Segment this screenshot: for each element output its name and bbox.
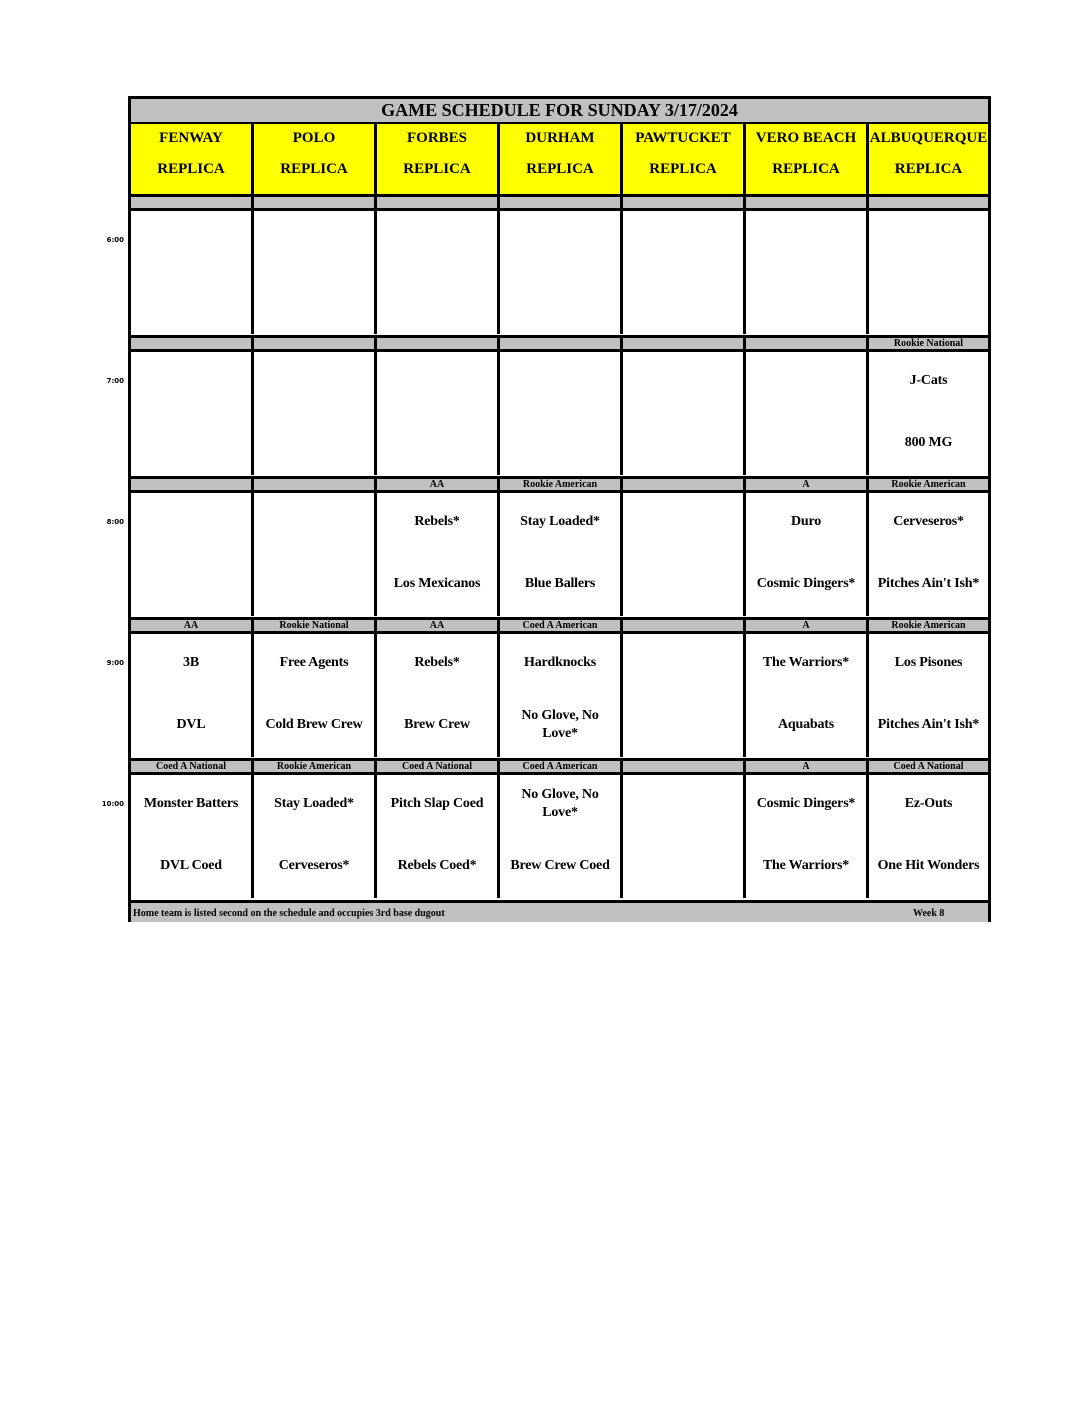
division-label: Coed A National (377, 761, 500, 772)
game-cell (500, 775, 623, 898)
away-team: Cerveseros* (893, 514, 964, 529)
time-label: 9:00 (106, 659, 124, 667)
field-header (131, 124, 254, 194)
division-label: Rookie American (254, 761, 377, 772)
division-label (623, 338, 746, 349)
field-header (500, 124, 623, 194)
home-team (502, 283, 618, 321)
division-label: A (746, 479, 869, 490)
game-cell (500, 352, 623, 475)
away-team: No Glove, No Love* (521, 787, 599, 820)
game-cell (869, 211, 988, 334)
away-team (871, 221, 986, 259)
home-team (256, 565, 372, 603)
field-header (623, 124, 746, 194)
time-label: 10:00 (101, 800, 124, 808)
field-subtitle: REPLICA (894, 161, 963, 177)
away-team: Hardknocks (524, 655, 596, 670)
away-team (502, 221, 618, 259)
game-cell (131, 634, 254, 757)
game-cell (377, 352, 500, 475)
division-label (377, 338, 500, 349)
game-row (131, 775, 988, 898)
time-label: 6:00 (106, 236, 124, 244)
game-row (131, 634, 988, 757)
game-cell (746, 352, 869, 475)
game-cell (623, 775, 746, 898)
game-cell (254, 634, 377, 757)
field-subtitle: REPLICA (649, 161, 717, 177)
home-team (625, 847, 741, 885)
division-label (500, 197, 623, 208)
away-team (133, 221, 249, 259)
away-team (133, 362, 249, 400)
division-label (623, 479, 746, 490)
division-label (500, 338, 623, 349)
home-team: The Warriors* (762, 858, 850, 873)
home-team: Aquabats (778, 717, 834, 732)
away-team (379, 221, 495, 259)
home-team: Cold Brew Crew (265, 717, 363, 732)
game-cell (746, 775, 869, 898)
away-team: The Warriors* (762, 655, 850, 670)
field-subtitle: REPLICA (772, 161, 840, 177)
division-label (623, 761, 746, 772)
home-team (748, 283, 864, 321)
home-team (256, 283, 372, 321)
away-team: Rebels* (414, 655, 460, 670)
home-team: No Glove, No Love* (521, 708, 599, 741)
division-label: Coed A National (893, 761, 964, 772)
game-cell (623, 352, 746, 475)
game-cell (623, 211, 746, 334)
division-label (623, 620, 746, 631)
division-label (254, 197, 377, 208)
home-team: Blue Ballers (524, 576, 596, 591)
division-label: Rookie National (893, 338, 964, 349)
away-team: Los Pisones (894, 655, 963, 670)
division-label (131, 338, 254, 349)
game-cell (131, 211, 254, 334)
away-team (256, 503, 372, 541)
away-team (625, 644, 741, 682)
time-label: 8:00 (106, 518, 124, 526)
division-label: Rookie American (891, 479, 966, 490)
division-row (131, 335, 988, 352)
division-label (254, 479, 377, 490)
home-team (502, 424, 618, 462)
division-label: Rookie National (254, 620, 377, 631)
division-label (131, 479, 254, 490)
field-subtitle: REPLICA (526, 161, 594, 177)
away-team (256, 221, 372, 259)
field-header (377, 124, 500, 194)
game-cell (869, 493, 988, 616)
away-team (256, 362, 372, 400)
away-team: Rebels* (414, 514, 460, 529)
game-cell (500, 634, 623, 757)
home-team: One Hit Wonders (877, 858, 980, 873)
division-label (131, 197, 254, 208)
schedule-title: GAME SCHEDULE FOR SUNDAY 3/17/2024 (131, 99, 988, 124)
field-name: POLO (292, 130, 336, 146)
home-team (748, 424, 864, 462)
away-team: Duro (790, 514, 822, 529)
field-header (254, 124, 377, 194)
away-team (748, 221, 864, 259)
home-team (379, 283, 495, 321)
division-label: Rookie American (891, 620, 966, 631)
away-team (748, 362, 864, 400)
schedule-table (128, 96, 991, 922)
home-team: Brew Crew (404, 717, 470, 732)
home-team: Cerveseros* (278, 858, 350, 873)
game-cell (377, 775, 500, 898)
game-cell (377, 211, 500, 334)
home-team: Pitches Ain't Ish* (877, 576, 980, 591)
home-team (625, 283, 741, 321)
game-cell (131, 352, 254, 475)
division-label: AA (377, 479, 500, 490)
home-team (133, 424, 249, 462)
game-cell (377, 634, 500, 757)
game-cell (131, 775, 254, 898)
game-cell (623, 634, 746, 757)
field-name: ALBUQUERQUE (869, 130, 988, 146)
game-cell (131, 493, 254, 616)
game-cell (254, 352, 377, 475)
home-team: DVL Coed (160, 858, 222, 873)
away-team: Cosmic Dingers* (756, 796, 856, 811)
time-label: 7:00 (106, 377, 124, 385)
home-team: 800 MG (904, 435, 953, 450)
home-team: DVL (176, 717, 206, 732)
division-label (746, 197, 869, 208)
home-team: Pitches Ain't Ish* (877, 717, 980, 732)
game-cell (254, 493, 377, 616)
away-team: Ez-Outs (904, 796, 953, 811)
game-cell (869, 352, 988, 475)
division-label: AA (131, 620, 254, 631)
division-label (254, 338, 377, 349)
away-team (133, 503, 249, 541)
division-label: Rookie American (500, 479, 623, 490)
division-label (377, 197, 500, 208)
division-label: AA (377, 620, 500, 631)
field-header-row (131, 124, 988, 194)
away-team: Free Agents (279, 655, 349, 670)
division-row (131, 758, 988, 775)
field-subtitle: REPLICA (403, 161, 471, 177)
home-team (625, 706, 741, 744)
home-team: Los Mexicanos (393, 576, 481, 591)
game-cell (869, 634, 988, 757)
division-label: A (746, 761, 869, 772)
game-cell (746, 211, 869, 334)
game-row (131, 211, 988, 334)
away-team (625, 785, 741, 823)
week-label: Week 8 (913, 908, 945, 919)
field-name: DURHAM (525, 130, 595, 146)
away-team: Stay Loaded* (520, 514, 600, 529)
home-team (133, 283, 249, 321)
field-subtitle: REPLICA (280, 161, 348, 177)
division-label: Coed A American (500, 620, 623, 631)
game-row (131, 352, 988, 475)
game-cell (377, 493, 500, 616)
division-row (131, 617, 988, 634)
division-label: A (746, 620, 869, 631)
field-name: FENWAY (159, 130, 223, 146)
division-row (131, 476, 988, 493)
schedule-footer (131, 900, 988, 922)
division-label: Coed A American (500, 761, 623, 772)
game-cell (746, 493, 869, 616)
field-name: PAWTUCKET (635, 130, 731, 146)
game-cell (254, 775, 377, 898)
game-cell (623, 493, 746, 616)
field-name: FORBES (406, 130, 467, 146)
home-team (871, 283, 986, 321)
home-team (625, 424, 741, 462)
division-label (623, 197, 746, 208)
game-cell (500, 493, 623, 616)
game-cell (500, 211, 623, 334)
field-header (869, 124, 988, 194)
division-label (746, 338, 869, 349)
home-team (625, 565, 741, 603)
away-team: Monster Batters (143, 796, 239, 811)
home-team (133, 565, 249, 603)
division-label (869, 197, 988, 208)
away-team (502, 362, 618, 400)
home-team (256, 424, 372, 462)
division-row (131, 194, 988, 211)
field-subtitle: REPLICA (157, 161, 225, 177)
home-team-note: Home team is listed second on the schedule and occupies 3rd base dugout (133, 908, 445, 919)
division-label: Coed A National (131, 761, 254, 772)
away-team (625, 221, 741, 259)
game-cell (869, 775, 988, 898)
home-team: Cosmic Dingers* (756, 576, 856, 591)
away-team (625, 503, 741, 541)
game-cell (254, 211, 377, 334)
home-team (379, 424, 495, 462)
home-team: Brew Crew Coed (510, 858, 610, 873)
game-cell (746, 634, 869, 757)
field-name: VERO BEACH (755, 130, 857, 146)
away-team: Pitch Slap Coed (390, 796, 484, 811)
away-team: 3B (183, 655, 199, 670)
away-team (625, 362, 741, 400)
home-team: Rebels Coed* (397, 858, 477, 873)
away-team (379, 362, 495, 400)
away-team: Stay Loaded* (274, 796, 354, 811)
field-header (746, 124, 869, 194)
game-row (131, 493, 988, 616)
away-team: J-Cats (909, 373, 948, 388)
